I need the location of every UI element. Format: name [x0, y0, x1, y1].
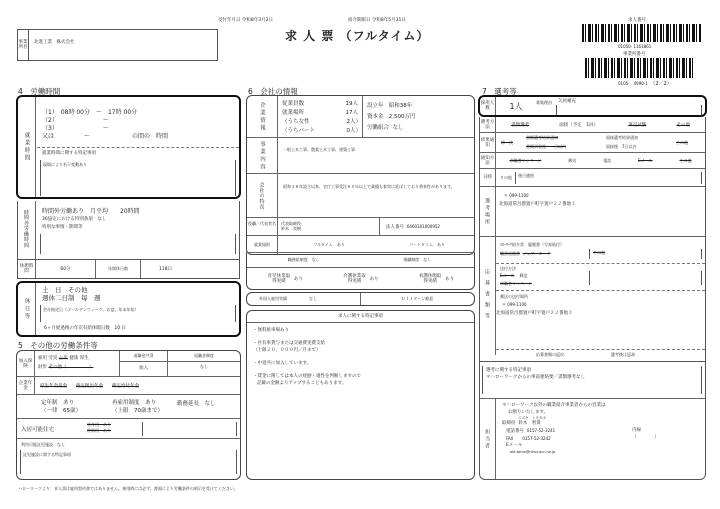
business-value: 一般土木工事、農業土木工事、建築工事 — [283, 147, 355, 152]
reason-field — [556, 97, 705, 115]
founded-label: 設立年 — [367, 103, 384, 109]
selection-methods — [496, 117, 705, 132]
company-info-label: 企業情報 — [247, 96, 278, 137]
part-value: 0人） — [346, 128, 361, 134]
result-notice-label: 結果通知 — [480, 133, 496, 152]
contact-title: 取締役 — [502, 421, 516, 426]
paid-leave: 6ヶ月経過後の年次有給休暇日数 10 日 — [44, 326, 127, 331]
office-number-barcode — [585, 58, 695, 78]
features-label: 会社の特長 — [247, 174, 278, 217]
capital-value: 2,500万円 — [388, 114, 416, 120]
date-value: 後日連絡 — [518, 173, 534, 178]
overtime: 時間外労働あり 月平均 20時間 — [42, 208, 140, 215]
reemployment-detail: （上限 70歳まで） — [112, 408, 163, 414]
housing-label: 入居可能住宅 — [21, 427, 55, 433]
features-value: 昭和３８年設立以来、官庁工事受注８０％以上で業績も着実に延ばしており将来性があります。 — [283, 184, 455, 189]
extension-field: 内線（ ） — [632, 428, 659, 440]
corporate-number-label: 法人番号 — [386, 224, 404, 230]
reinstatement-system: 復職制度 なし — [403, 257, 432, 262]
housing-row — [17, 419, 240, 439]
hires-value: 1人 — [509, 101, 523, 111]
notify-other: その他 — [679, 157, 692, 163]
selection-place-label: 選考場所 — [480, 187, 496, 236]
business-row — [247, 138, 474, 174]
special-note-item: 記載の金額よりアップすることもあります。 — [257, 381, 347, 386]
childcare-notes-box — [20, 450, 237, 474]
selection-block — [479, 117, 706, 361]
return-label: 応募書類の返戻 — [536, 352, 564, 357]
section7-title: 7 選考等 — [482, 87, 517, 96]
employees-value: 19人 — [345, 101, 358, 107]
or-between: 又は ～ の間の 時間 — [42, 133, 169, 140]
insurance-label: 加入保険 — [17, 351, 35, 376]
company-facts — [363, 96, 474, 137]
special-note-item: ・無料駐車場あり — [253, 328, 289, 333]
referral-deadline-label: 紹介期限日 — [348, 18, 371, 23]
work-rules-label: 就業規則 — [247, 236, 278, 254]
selection-method-row — [480, 117, 705, 133]
retirement-col — [168, 351, 240, 376]
office-name-box — [17, 29, 218, 61]
representative-label: 役職／代表者名 — [247, 218, 278, 235]
holidays-frame — [16, 281, 241, 337]
phone-label: 電話番号 — [506, 429, 524, 434]
working-hours-label: 就業時間 — [18, 97, 36, 197]
capital-label: 資本金 — [367, 114, 384, 120]
part-label: （うちパート — [282, 128, 316, 134]
childcare-leave-label: 育児休業取得実績 — [267, 274, 291, 284]
email-label: Eメール — [506, 443, 523, 448]
retirement-age-detail: （一律 65歳） — [41, 408, 81, 414]
fax-value: 0157-52-3242 — [522, 436, 551, 441]
date-label: 日時 — [480, 169, 496, 186]
special-circumstances: 特別な事情・期間等 — [42, 225, 83, 230]
foreign-hiring-value: なし — [309, 296, 317, 301]
date-value-box — [515, 172, 702, 184]
return-value: 選考後は返却 — [611, 352, 635, 357]
insurance-zaikei: 財形 — [38, 365, 47, 370]
job-number-label: 求人番号 — [628, 18, 646, 23]
selection-place-address: 北海道常呂郡置戸町字置戸２２番地３ — [499, 202, 576, 207]
pension-label: 企業年金 — [17, 377, 35, 394]
special-notes-list — [247, 323, 474, 391]
docs-career: 職務経歴書 — [500, 251, 520, 256]
phone-value: 0157-52-3241 — [526, 428, 556, 433]
selection-notes: ＊ハローワークからの事前連絡要／書類選考なし — [486, 375, 585, 380]
pension-row — [17, 377, 240, 395]
special-note-item: （上限２０，０００円／月まで） — [253, 348, 321, 353]
reception-date-label: 受付年月日 — [218, 18, 241, 23]
annual-holidays: 118日 — [159, 267, 173, 272]
method-written: 筆記試験 — [628, 122, 647, 128]
result-notice-options — [496, 133, 705, 152]
selection-notes-block — [479, 361, 706, 480]
application-docs-label: 応募書類等 — [480, 237, 496, 355]
foreign-hiring-label: 外国人雇用実績 — [259, 296, 287, 301]
send-email: Eメール — [500, 273, 515, 278]
send-address: 北海道常呂郡置戸町字置戸２２番地３ — [496, 311, 573, 316]
childcare-notes: 託児施設に関する特記事項 — [23, 452, 71, 457]
systems-block — [246, 252, 475, 290]
representative-name: 鈴木 栄樹 — [281, 226, 301, 231]
pension-item: 確定拠出年金 — [76, 383, 103, 389]
selection-place-row — [480, 187, 705, 237]
contact-note: ＊ハローワーク以外の職業紹介事業者からの営業は — [502, 403, 606, 408]
union-label: 労働組合 — [367, 125, 390, 131]
footer-notice: ハローワークより：求人票は雇用契約書ではありません。採用時には必ず、書面により労働条件の明示を受けてください。 — [18, 486, 238, 491]
housing-notes-box — [142, 422, 237, 436]
method-document: 書類選考 — [511, 122, 530, 128]
referral-deadline-value: 令和8年5月31日 — [371, 18, 406, 23]
reason-label: 募集理由 — [536, 100, 552, 105]
work-rules-parttime: パートタイム あり — [409, 242, 445, 247]
office-number-value: 0105- 4990-1 — [618, 81, 648, 86]
company-info-frame — [246, 95, 475, 255]
section4-title: 4 労働時間 — [18, 87, 61, 96]
business-label: 事業内容 — [247, 138, 278, 173]
selection-place — [496, 187, 579, 236]
break-row — [17, 259, 240, 279]
mutual-aid-value: 加入 — [139, 366, 148, 371]
notify-method-row — [480, 153, 705, 169]
selection-method-label: 選考方法 — [480, 117, 496, 132]
docs-other: その他 — [593, 250, 605, 255]
shift-2: （2） ～ — [42, 117, 109, 124]
nursing-leave-label: 介護休業取得実績 — [343, 274, 366, 284]
referral-deadline — [348, 17, 406, 23]
notify-methods — [496, 153, 705, 168]
break-label: 休憩時間 — [18, 260, 36, 278]
reemployment: 再雇用制度 あり — [112, 400, 157, 406]
result-notice-row — [480, 133, 705, 153]
send-mail: 郵送 — [519, 273, 528, 278]
office-name: 北進工業 株式会社 — [34, 40, 75, 45]
insurance-row — [17, 351, 240, 377]
working-hours-notes-box — [40, 160, 236, 196]
application-docs — [496, 237, 705, 361]
workplace-value: 17人 — [345, 110, 358, 116]
notify-phone: 電話 — [603, 157, 612, 163]
result-document-days: 書類到着後 日以内 — [526, 144, 566, 149]
send-zip: 〒 099-1100 — [502, 302, 527, 307]
method-interview: 面接（予定 1回） — [559, 122, 599, 128]
hires-frame — [478, 95, 707, 117]
work-rules-fulltime: フルタイム あり — [313, 242, 345, 247]
office-number-label: 事業所番号 — [623, 52, 646, 57]
holidays-notes: 会社指定日（ゴールデンウィーク、お盆、年末年始） — [43, 307, 139, 312]
working-hours-notes-heading: 就業時間に関する特記事項 — [42, 151, 96, 156]
result-immediate: 即 決 — [501, 140, 513, 145]
result-document-notice: 書類選考結果通知 — [526, 135, 558, 140]
insurance-other-strike: その他（ ） — [48, 365, 94, 370]
retirement-age-row — [17, 395, 240, 419]
selection-notes-box — [482, 366, 702, 394]
section5-title: 5 その他の労働条件等 — [18, 341, 98, 350]
job-pay-system: 職務給制度 なし — [287, 257, 320, 262]
contact-note: お断りいたします。 — [508, 410, 549, 415]
application-docs-row — [480, 237, 705, 361]
extension: 勤務延長 なし — [177, 401, 216, 407]
reception-date — [218, 17, 273, 23]
holidays-label: 休日等 — [18, 283, 36, 335]
result-interview-days: 面接後 7日以内 — [606, 144, 637, 149]
representative — [278, 218, 380, 235]
notify-mail: 郵送 — [568, 157, 577, 163]
office-label: 事業所名 — [18, 30, 29, 60]
shift-1: （1） 08時 00分 ～ 17時 00分 — [42, 109, 138, 116]
foreign-uij-row — [246, 292, 475, 306]
features-row — [247, 174, 474, 218]
special-clause: 36協定における特別条項 なし — [42, 217, 107, 222]
representative-title: 代表取締役 — [281, 221, 301, 226]
founded-value: 昭和38年 — [388, 103, 413, 109]
contact-info — [502, 402, 659, 456]
housing-single: 単身用 あり — [87, 422, 111, 427]
contact-label: 担当者 — [480, 399, 496, 479]
notify-mypage: 求職者マイページ — [509, 157, 542, 163]
result-other: その他 — [676, 140, 688, 145]
break-value: 60分 — [36, 260, 96, 278]
date-other: その他 — [500, 174, 512, 180]
union-value: なし — [392, 125, 404, 131]
selection-notes-title: 選考に関する特記事項 — [486, 368, 531, 373]
overtime-label: 時 間 外 労 働 時 間 — [18, 201, 36, 259]
overtime-block — [17, 201, 240, 259]
send-method-label: 送付方法 — [500, 266, 516, 271]
docs-jobcard: ジョブ・カード — [522, 251, 551, 256]
job-number-barcode — [582, 24, 702, 42]
nursing-leave-value: あり — [369, 277, 379, 282]
selection-place-zip: 〒 099-1100 — [504, 193, 529, 198]
foreign-hiring — [247, 293, 361, 305]
hires-label: 採用人数 — [480, 97, 496, 115]
retirement-age: 定年制 あり — [41, 400, 75, 406]
retirement-value: なし — [200, 364, 208, 369]
date-row — [480, 169, 705, 187]
female-value: 2人） — [346, 119, 361, 125]
holidays-notes-box — [40, 305, 236, 322]
shift-3: （3） ～ — [42, 125, 109, 132]
holidays-line2: 週休二日制 毎 週 — [42, 294, 101, 302]
notify-method-label: 通知方法 — [480, 153, 496, 168]
insurance-rest: 健康 厚生 — [69, 356, 89, 361]
insurance-strike: 公災 — [58, 356, 68, 361]
special-note-item: ・社有車貸与または交通費実費支給 — [253, 341, 325, 346]
notify-email: Eメール — [638, 157, 653, 163]
holidays-line1: 土 日 その他 — [42, 286, 88, 294]
representative-row — [247, 218, 474, 236]
pension-items — [35, 377, 139, 394]
special-notes-title: 求人に関する特記事項 — [247, 311, 474, 323]
retirement-label: 退職金制度 — [168, 351, 240, 362]
email-value[interactable]: okt-tomo@nirus.ocn.ne.jp — [510, 450, 556, 454]
annual-holidays-label: 年間休日数 — [96, 260, 141, 278]
sick-leave-label: 看護休暇取得実績 — [418, 274, 442, 284]
corporate-number — [380, 218, 474, 235]
contact-name: 鈴木 智貴 — [518, 421, 541, 426]
workplace-label: 就業場所 — [282, 110, 305, 116]
insurance-plain: 雇用 労災 — [38, 356, 58, 361]
employees-label: 従業員数 — [282, 101, 305, 107]
mutual-aid-col — [120, 351, 168, 376]
company-stats-row — [247, 96, 474, 138]
pension-item: 確定給付年金 — [112, 383, 139, 389]
page-title: 求 人 票 （フルタイム） — [285, 29, 430, 43]
office-number — [618, 80, 672, 87]
sick-leave-value: あり — [445, 277, 455, 282]
insurance-types — [35, 351, 120, 376]
pension-item: 厚生年金基金 — [40, 383, 67, 389]
mutual-aid-label: 退職金共済 — [120, 351, 167, 362]
send-place-label: 郵送の送付場所 — [500, 294, 528, 299]
reason-value: 欠員補充 — [558, 99, 576, 104]
special-note-item: ・賃金に関しては本人の経歴・適性を判断しますので — [253, 374, 361, 379]
method-other: その他 — [676, 122, 690, 128]
special-notes-frame — [246, 310, 475, 480]
housing-family: 世帯用 あり — [87, 428, 111, 433]
childcare-label: 利用可能託児施設 なし — [21, 442, 65, 447]
fax-label: FAX — [506, 436, 514, 441]
special-note-item: ・中退共に加入しています。 — [253, 361, 312, 366]
employee-counts — [278, 96, 363, 137]
send-mypage: 求職者マイページ — [500, 281, 532, 286]
section6-title: 6 会社の情報 — [248, 87, 298, 96]
job-number: 01050- 1161861 — [618, 44, 652, 49]
other-conditions-frame — [16, 350, 241, 480]
corporate-number-value: 6460301000952 — [406, 224, 440, 229]
childcare-leave-value: あり — [293, 277, 303, 282]
docs-required: ﾊﾛｰﾜｰｸ紹介状 履歴書（写真貼付） — [500, 242, 564, 247]
working-hours-frame — [16, 95, 241, 199]
leave-row — [247, 268, 474, 290]
page-indicator: （2／2） — [650, 81, 672, 87]
systems-row — [247, 253, 474, 268]
result-interview-notice: 面接選考結果通知 — [606, 135, 638, 140]
contact-ruby: スズキ トモタカ — [518, 416, 546, 420]
special-circumstances-box — [40, 234, 236, 254]
reception-date-value: 令和8年3月2日 — [241, 18, 274, 23]
uij-turn: ＵＩＪターン歓迎 — [401, 296, 434, 301]
working-hours-notes: 現場により若干変動あり — [43, 162, 87, 167]
female-label: （うち女性 — [282, 119, 310, 125]
